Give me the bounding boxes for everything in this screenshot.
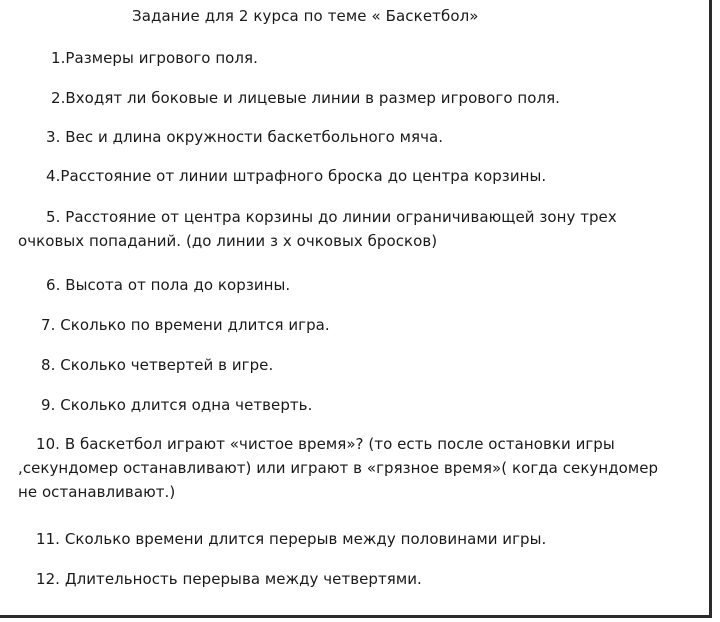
question-8: [41, 353, 273, 377]
question-line: 11. Сколько времени длится перерыв между половинами игры.: [36, 530, 547, 548]
question-12: [36, 567, 422, 591]
question-line: не останавливают.): [18, 483, 176, 501]
question-line: 4.Расстояние от линии штрафного броска до центра корзины.: [46, 167, 547, 185]
question-line: 12. Длительность перерыва между четвертями.: [36, 570, 422, 588]
question-line: 6. Высота от пола до корзины.: [46, 276, 291, 294]
document-title: Задание для 2 курса по теме « Баскетбол»: [132, 7, 479, 25]
question-1: [51, 46, 258, 70]
question-4: [46, 164, 546, 188]
question-3: [46, 125, 443, 149]
question-7: [41, 313, 330, 337]
question-line: 9. Сколько длится одна четверть.: [41, 396, 313, 414]
question-line: 10. В баскетбол играют «чистое время»? (то есть после остановки игры: [36, 435, 615, 453]
question-line: 3. Вес и длина окружности баскетбольного мяча.: [46, 128, 444, 146]
question-6: [46, 273, 290, 297]
question-9: [41, 393, 312, 417]
question-line: 1.Размеры игрового поля.: [51, 49, 258, 67]
question-line: 8. Сколько четвертей в игре.: [41, 356, 274, 374]
question-5: [18, 205, 617, 253]
question-line: ,секундомер останавливают) или играют в «грязное время»( когда секундомер: [18, 459, 659, 477]
question-11: [36, 527, 546, 551]
question-line: 7. Сколько по времени длится игра.: [41, 316, 330, 334]
question-10: [18, 432, 658, 504]
question-line: 5. Расстояние от центра корзины до линии ограничивающей зону трех: [46, 208, 617, 226]
question-line: 2.Входят ли боковые и лицевые линии в размер игрового поля.: [51, 89, 561, 107]
question-2: [51, 86, 560, 110]
question-line: очковых попаданий. (до линии з х очковых бросков): [18, 232, 438, 250]
